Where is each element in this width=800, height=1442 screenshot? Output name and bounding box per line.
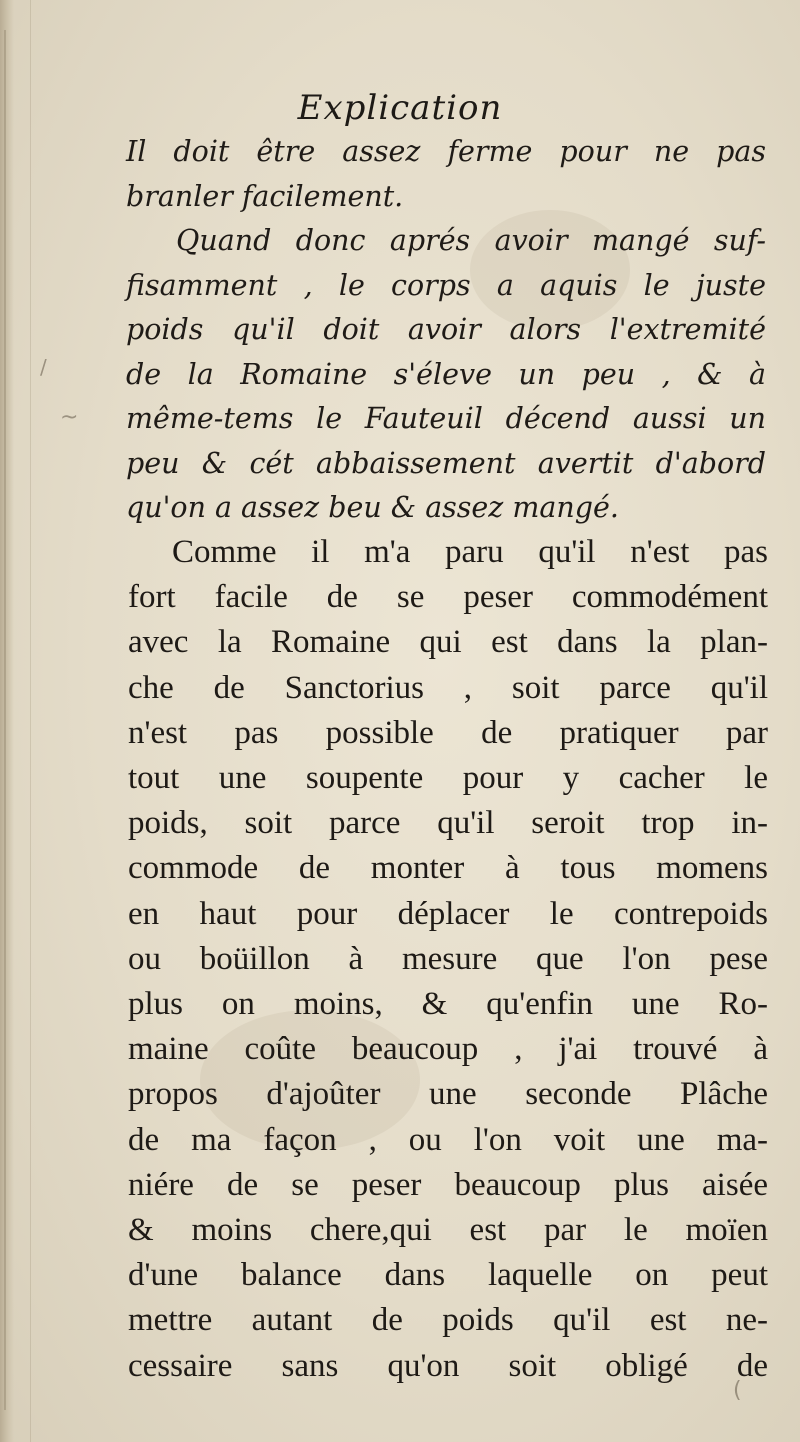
text-line: poids, soit parce qu'il seroit trop in- (128, 805, 768, 842)
binding-line (4, 30, 6, 1410)
page-gutter (0, 0, 14, 1442)
text-line: Il doit être assez ferme pour ne pas (126, 135, 766, 168)
text-line: fort facile de se peser commodément (128, 579, 768, 616)
text-line: maine coûte beaucoup , j'ai trouvé à (128, 1031, 768, 1068)
text-line: plus on moins, & qu'enfin une Ro- (128, 986, 768, 1023)
text-line: Quand donc aprés avoir mangé suf- (176, 224, 766, 257)
text-line: ou boüillon à mesure que l'on pese (128, 940, 768, 977)
paper-speck: ~ (60, 405, 79, 430)
text-line: peu & cét abbaissement avertit d'abord (126, 446, 766, 480)
text-line: mettre autant de poids qu'il est ne- (128, 1302, 768, 1339)
text-line: & moins chere,qui est par le moïen (128, 1212, 768, 1249)
text-line: tout une soupente pour y cacher le (128, 760, 768, 797)
italic-paragraph (126, 130, 766, 531)
body-paragraph (128, 530, 768, 1389)
text-line: propos d'ajoûter une seconde Plâche (128, 1076, 768, 1113)
text-line: niére de se peser beaucoup plus aisée (128, 1166, 768, 1203)
text-line: avec la Romaine qui est dans la plan- (128, 624, 768, 661)
text-line: n'est pas possible de pratiquer par (128, 714, 768, 751)
text-line: en haut pour déplacer le contrepoids (128, 895, 768, 932)
text-line: cessaire sans qu'on soit obligé de (128, 1347, 768, 1384)
text-line: commode de monter à tous momens (128, 850, 768, 887)
text-line: d'une balance dans laquelle on peut (128, 1257, 768, 1294)
paper-speck: / (40, 355, 47, 379)
paper-speck: ( (733, 1378, 742, 1403)
text-line: che de Sanctorius , soit parce qu'il (128, 669, 768, 706)
text-line: de ma façon , ou l'on voit une ma- (128, 1121, 768, 1158)
text-line: branler facilement. (126, 179, 404, 213)
text-line: même-tems le Fauteuil décend aussi un (126, 402, 766, 435)
paper-fold (30, 0, 31, 1442)
text-line: poids qu'il doit avoir alors l'extremité (126, 313, 766, 346)
text-line: Comme il m'a paru qu'il n'est pas (172, 534, 768, 570)
text-line: qu'on a assez beu & assez mangé. (126, 491, 619, 524)
text-line: fisamment , le corps a aquis le juste (126, 268, 766, 302)
text-line: de la Romaine s'éleve un peu , & à (126, 357, 766, 391)
running-head: Explication (297, 88, 503, 128)
